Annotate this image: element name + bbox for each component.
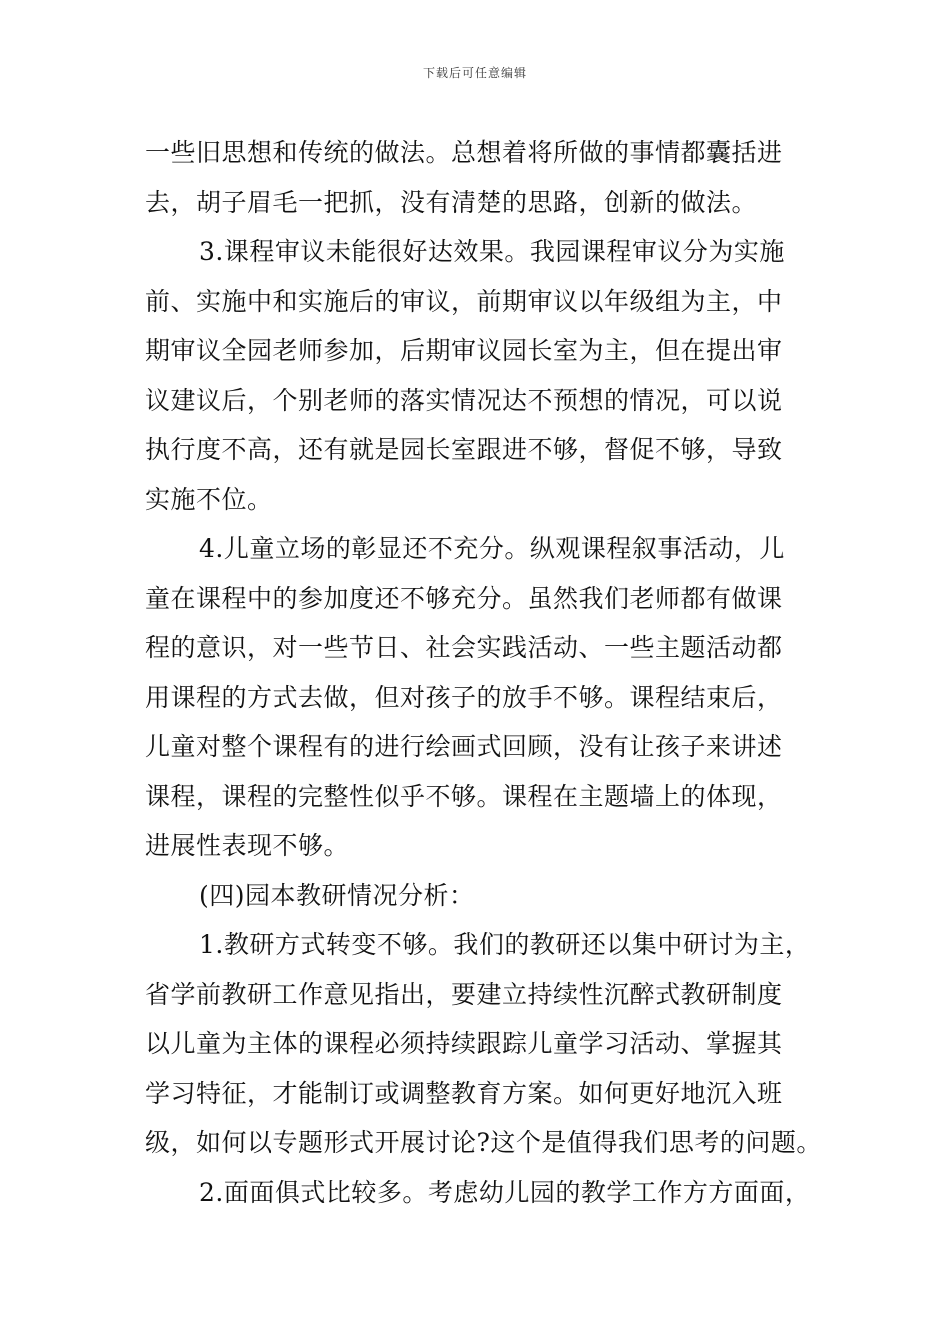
- text-line: 去，胡子眉毛一把抓，没有清楚的思路，创新的做法。: [145, 187, 758, 217]
- text-line: 省学前教研工作意见指出，要建立持续性沉醉式教研制度: [145, 979, 783, 1009]
- text-line: 期审议全园老师参加，后期审议园长室为主，但在提出审: [145, 336, 783, 365]
- text-line: 程的意识，对一些节日、社会实践活动、一些主题活动都: [145, 633, 783, 662]
- text-line: 以儿童为主体的课程必须持续跟踪儿童学习活动、掌握其: [145, 1029, 783, 1058]
- text-line: 1.教研方式转变不够。我们的教研还以集中研讨为主，: [199, 930, 811, 959]
- page-header: 下载后可任意编辑: [422, 66, 527, 80]
- text-line: 前、实施中和实施后的审议，前期审议以年级组为主，中: [145, 286, 783, 316]
- document-body: [145, 128, 835, 1217]
- text-line: 学习特征，才能制订或调整教育方案。如何更好地沉入班: [145, 1078, 783, 1108]
- text-line: 4.儿童立场的彰显还不充分。纵观课程叙事活动，儿: [199, 534, 785, 563]
- text-line: 一些旧思想和传统的做法。总想着将所做的事情都囊括进: [145, 138, 783, 167]
- text-line: 用课程的方式去做，但对孩子的放手不够。课程结束后，: [145, 682, 783, 712]
- text-line: 议建议后，个别老师的落实情况达不预想的情况，可以说: [145, 385, 783, 415]
- text-line: 级，如何以专题形式开展讨论?这个是值得我们思考的问题。: [145, 1128, 822, 1157]
- text-line: 实施不位。: [145, 484, 273, 514]
- text-line: 儿童对整个课程有的进行绘画式回顾，没有让孩子来讲述: [145, 732, 783, 761]
- text-line: 进展性表现不够。: [145, 831, 350, 860]
- text-line: 3.课程审议未能很好达效果。我园课程审议分为实施: [199, 237, 785, 266]
- section-heading: (四)园本教研情况分析：: [199, 880, 475, 910]
- text-line: 童在课程中的参加度还不够充分。虽然我们老师都有做课: [145, 583, 783, 613]
- text-line: 执行度不高，还有就是园长室跟进不够，督促不够，导致: [145, 435, 783, 464]
- text-line: 2.面面俱式比较多。考虑幼儿园的教学工作方方面面，: [199, 1177, 811, 1207]
- text-line: 课程，课程的完整性似乎不够。课程在主题墙上的体现，: [145, 781, 783, 811]
